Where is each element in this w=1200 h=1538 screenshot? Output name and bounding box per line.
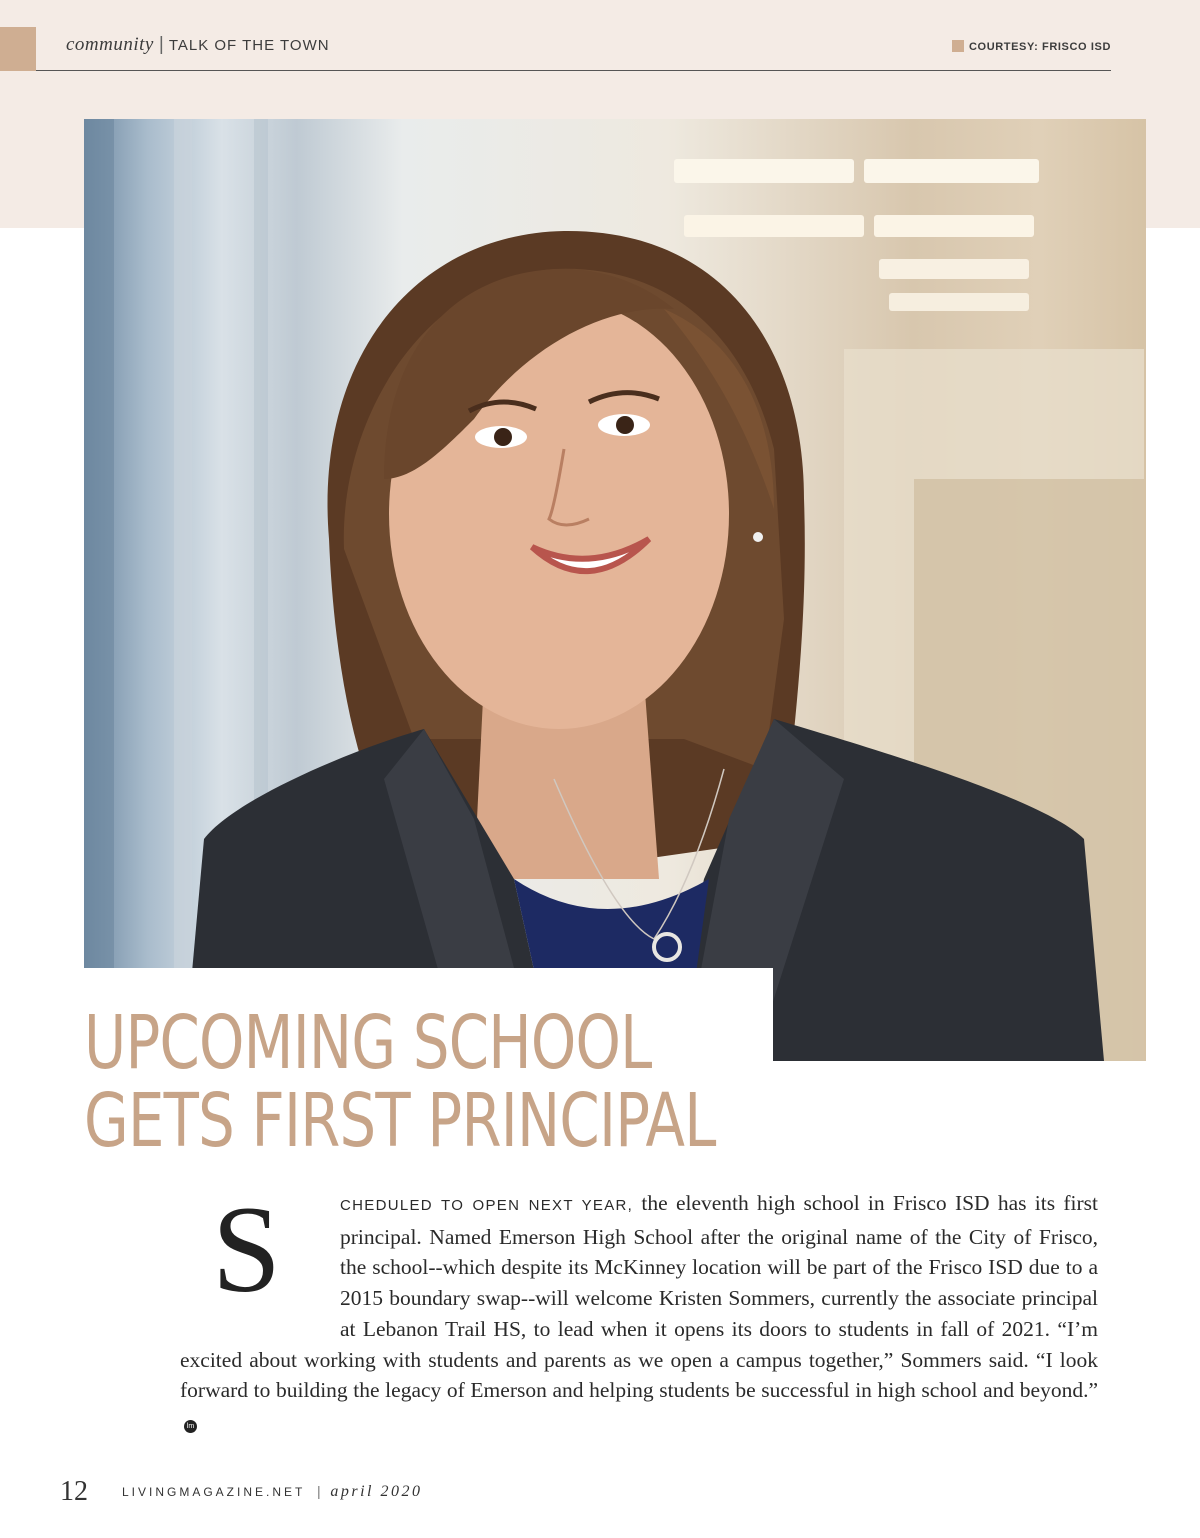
- section-tab-marker: [0, 27, 36, 71]
- photo-credit-text: COURTESY: FRISCO ISD: [969, 41, 1111, 53]
- section-name: community: [66, 34, 154, 55]
- section-label: [66, 34, 330, 56]
- footer-separator: |: [317, 1483, 321, 1500]
- principal-portrait-photo: [84, 119, 1146, 1061]
- issue-date: april 2020: [330, 1483, 423, 1500]
- column-name: TALK OF THE TOWN: [168, 37, 330, 54]
- article-headline: [84, 1000, 894, 1164]
- article-body: [180, 1181, 1099, 1437]
- lead-in: CHEDULED TO OPEN NEXT YEAR,: [340, 1197, 634, 1214]
- drop-cap: S: [212, 1181, 281, 1318]
- website-link[interactable]: LIVINGMAGAZINE.NET: [122, 1485, 306, 1499]
- header-rule: [36, 70, 1111, 71]
- credit-swatch-icon: [952, 40, 964, 52]
- headline-line-2: GETS FIRST PRINCIPAL: [84, 1078, 716, 1164]
- portrait-illustration: [84, 119, 1146, 1061]
- drop-cap-spacer: [180, 1181, 340, 1338]
- body-text: the eleventh high school in Frisco ISD has its first principal. Named Emerson High School after the original name of the City of Frisco, the school--which despite its McKinney location will be part of the Frisco ISD due to a 2015 boundary swap--will welcome Kristen Sommers, currently the associate principal at Lebanon Trail HS, to lead when it opens its doors to students in fall of 2021. “I’m excited about working with students and parents as we open a campus together,” Sommers said. “I look forward to building the legacy of Emerson and helping students be successful in high school and beyond.”: [180, 1191, 1099, 1403]
- headline-line-1: UPCOMING SCHOOL: [84, 1000, 652, 1086]
- page-footer: [60, 1476, 423, 1508]
- photo-credit: [952, 40, 1111, 53]
- page-number: 12: [60, 1476, 88, 1507]
- section-separator: |: [158, 34, 164, 55]
- end-mark-icon: lm: [184, 1420, 197, 1433]
